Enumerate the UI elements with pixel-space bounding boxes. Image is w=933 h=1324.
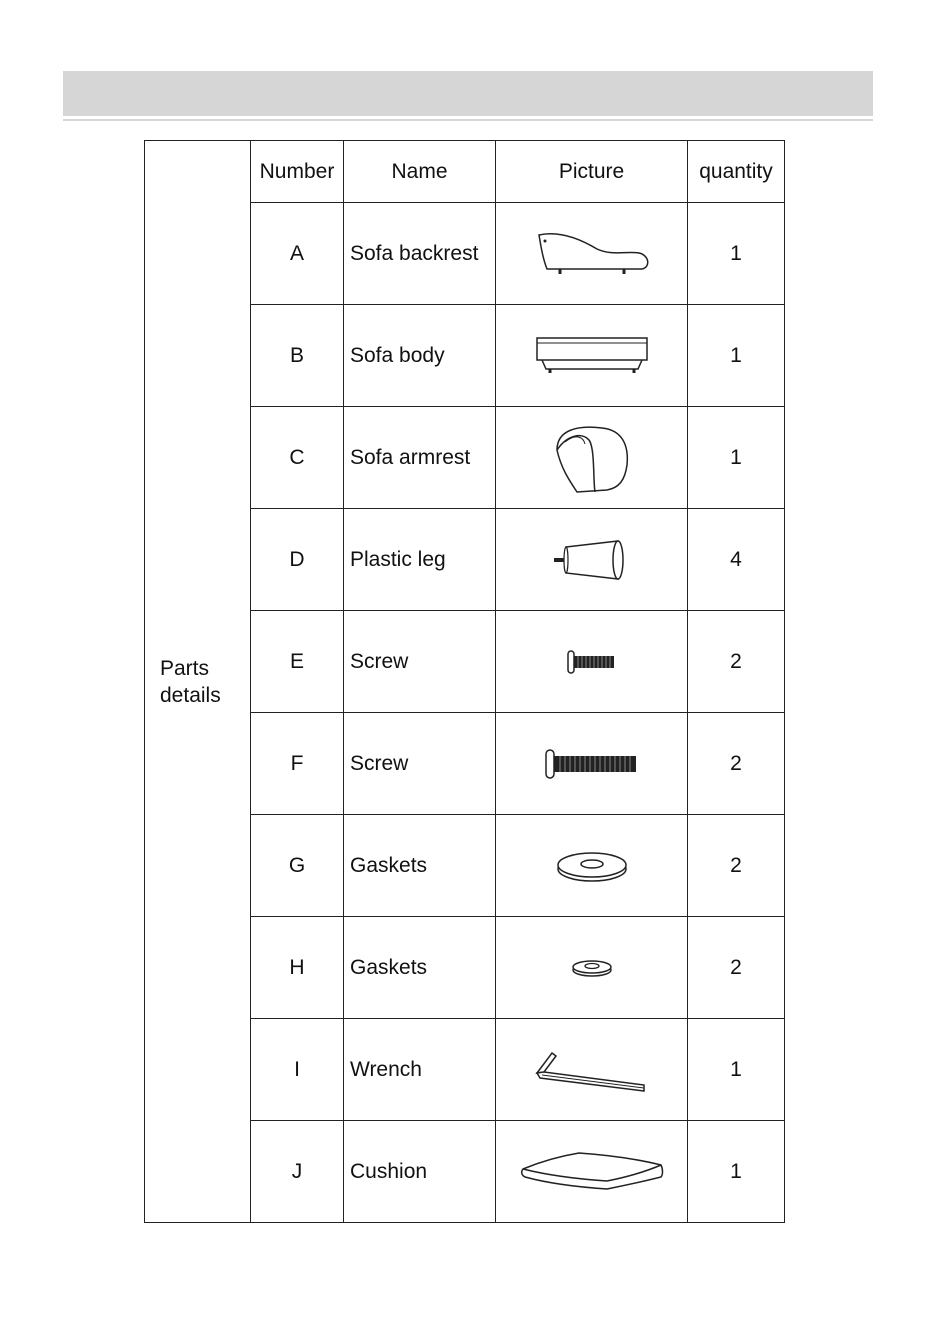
header-number: Number [251, 141, 344, 203]
part-quantity: 1 [688, 407, 785, 509]
part-number: I [251, 1019, 344, 1121]
long-screw-icon [542, 747, 642, 781]
part-number: J [251, 1121, 344, 1223]
part-name: Sofa armrest [344, 407, 496, 509]
parts-table [144, 140, 785, 1223]
part-quantity: 1 [688, 1019, 785, 1121]
part-quantity: 1 [688, 305, 785, 407]
sofa-body-icon [532, 333, 652, 378]
part-quantity: 4 [688, 509, 785, 611]
sofa-armrest-icon [547, 420, 637, 495]
plastic-leg-icon [552, 535, 632, 585]
short-screw-icon [562, 647, 622, 677]
part-picture [496, 305, 688, 407]
side-label-line1: Parts [160, 656, 210, 680]
header-picture: Picture [496, 141, 688, 203]
part-number: C [251, 407, 344, 509]
part-name: Gaskets [344, 815, 496, 917]
header-quantity: quantity [688, 141, 785, 203]
sofa-backrest-icon [527, 229, 657, 279]
wrench-icon [532, 1045, 652, 1095]
part-picture [496, 1121, 688, 1223]
header-divider [63, 119, 873, 121]
parts-details-label [145, 141, 251, 1223]
part-number: E [251, 611, 344, 713]
part-number: D [251, 509, 344, 611]
header-name: Name [344, 141, 496, 203]
part-name: Screw [344, 611, 496, 713]
part-name: Sofa body [344, 305, 496, 407]
part-name: Sofa backrest [344, 203, 496, 305]
part-name: Wrench [344, 1019, 496, 1121]
part-quantity: 1 [688, 203, 785, 305]
part-number: G [251, 815, 344, 917]
part-picture [496, 407, 688, 509]
part-number: H [251, 917, 344, 1019]
header-bar [63, 71, 873, 116]
small-gasket-icon [567, 956, 617, 980]
part-name: Cushion [344, 1121, 496, 1223]
part-picture [496, 509, 688, 611]
large-gasket-icon [552, 846, 632, 886]
part-quantity: 1 [688, 1121, 785, 1223]
part-number: F [251, 713, 344, 815]
side-label-line2: details [160, 683, 221, 707]
part-picture [496, 1019, 688, 1121]
part-number: B [251, 305, 344, 407]
part-picture [496, 815, 688, 917]
part-quantity: 2 [688, 713, 785, 815]
part-name: Screw [344, 713, 496, 815]
part-name: Plastic leg [344, 509, 496, 611]
part-quantity: 2 [688, 917, 785, 1019]
cushion-icon [517, 1149, 667, 1194]
part-number: A [251, 203, 344, 305]
part-picture [496, 611, 688, 713]
part-picture [496, 917, 688, 1019]
table-header-row [145, 141, 785, 203]
part-name: Gaskets [344, 917, 496, 1019]
part-quantity: 2 [688, 611, 785, 713]
part-quantity: 2 [688, 815, 785, 917]
part-picture [496, 203, 688, 305]
part-picture [496, 713, 688, 815]
